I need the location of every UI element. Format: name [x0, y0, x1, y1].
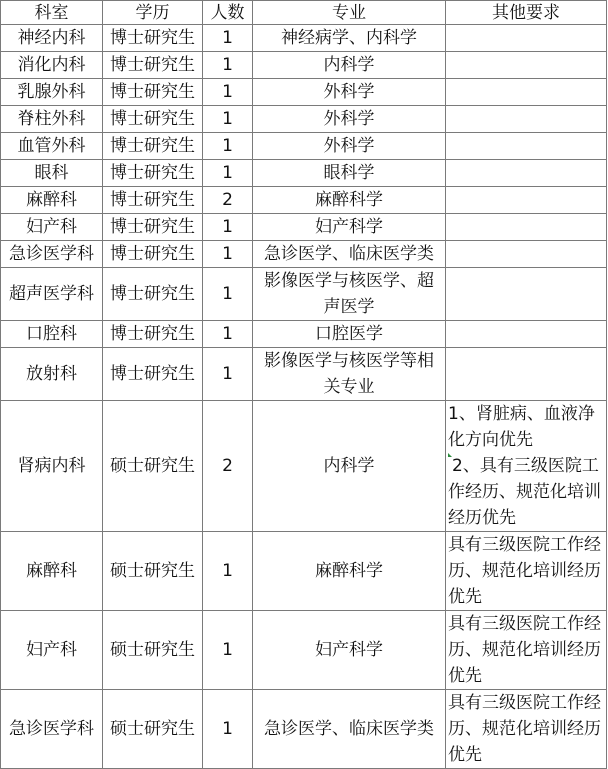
major-cell: 妇产科学	[253, 611, 446, 690]
table-row	[1, 611, 607, 690]
requirements-cell	[446, 241, 607, 268]
major-cell: 内科学	[253, 401, 446, 532]
requirements-cell	[446, 133, 607, 160]
requirement-item: 1、肾脏病、血液净化方向优先	[448, 404, 595, 450]
count-cell: 1	[203, 611, 253, 690]
table-row	[1, 268, 607, 321]
count-cell: 1	[203, 79, 253, 106]
dept-cell: 超声医学科	[1, 268, 103, 321]
degree-cell: 博士研究生	[103, 321, 203, 348]
requirements-cell	[446, 160, 607, 187]
table-row	[1, 160, 607, 187]
header-dept: 科室	[1, 1, 103, 25]
table-row	[1, 401, 607, 532]
count-cell: 1	[203, 133, 253, 160]
major-cell: 麻醉科学	[253, 532, 446, 611]
requirements-cell	[446, 532, 607, 611]
major-cell: 影像医学与核医学等相关专业	[253, 348, 446, 401]
count-cell: 1	[203, 52, 253, 79]
table-row	[1, 133, 607, 160]
dept-cell: 急诊医学科	[1, 690, 103, 769]
degree-cell: 博士研究生	[103, 133, 203, 160]
major-cell: 影像医学与核医学、超声医学	[253, 268, 446, 321]
dept-cell: 乳腺外科	[1, 79, 103, 106]
count-cell: 1	[203, 106, 253, 133]
major-cell: 内科学	[253, 52, 446, 79]
degree-cell: 博士研究生	[103, 52, 203, 79]
dept-cell: 急诊医学科	[1, 241, 103, 268]
header-degree: 学历	[103, 1, 203, 25]
dept-cell: 口腔科	[1, 321, 103, 348]
count-cell: 1	[203, 25, 253, 52]
requirements-cell	[446, 106, 607, 133]
table-row	[1, 348, 607, 401]
requirement-item: 2、具有三级医院工作经历、规范化培训经历优先	[448, 456, 601, 528]
major-cell: 麻醉科学	[253, 187, 446, 214]
degree-cell: 博士研究生	[103, 348, 203, 401]
requirement-item: 具有三级医院工作经历、规范化培训经历优先	[448, 614, 601, 686]
degree-cell: 硕士研究生	[103, 690, 203, 769]
table-row	[1, 532, 607, 611]
major-cell: 外科学	[253, 106, 446, 133]
table-row	[1, 79, 607, 106]
major-cell: 神经病学、内科学	[253, 25, 446, 52]
dept-cell: 放射科	[1, 348, 103, 401]
requirements-cell	[446, 611, 607, 690]
degree-cell: 硕士研究生	[103, 532, 203, 611]
dept-cell: 麻醉科	[1, 187, 103, 214]
degree-cell: 博士研究生	[103, 187, 203, 214]
dept-cell: 脊柱外科	[1, 106, 103, 133]
dept-cell: 消化内科	[1, 52, 103, 79]
requirements-cell	[446, 187, 607, 214]
count-cell: 2	[203, 401, 253, 532]
dept-cell: 血管外科	[1, 133, 103, 160]
major-cell: 外科学	[253, 133, 446, 160]
count-cell: 1	[203, 241, 253, 268]
header-major: 专业	[253, 1, 446, 25]
count-cell: 1	[203, 532, 253, 611]
table-row	[1, 52, 607, 79]
requirements-cell	[446, 214, 607, 241]
requirements-cell	[446, 348, 607, 401]
table-row	[1, 106, 607, 133]
dept-cell: 神经内科	[1, 25, 103, 52]
dept-cell: 妇产科	[1, 611, 103, 690]
count-cell: 1	[203, 348, 253, 401]
degree-cell: 硕士研究生	[103, 611, 203, 690]
requirements-cell	[446, 321, 607, 348]
table-row	[1, 690, 607, 769]
table-row	[1, 321, 607, 348]
requirements-cell	[446, 25, 607, 52]
count-cell: 1	[203, 160, 253, 187]
degree-cell: 博士研究生	[103, 79, 203, 106]
major-cell: 急诊医学、临床医学类	[253, 241, 446, 268]
major-cell: 妇产科学	[253, 214, 446, 241]
count-cell: 1	[203, 214, 253, 241]
major-cell: 口腔医学	[253, 321, 446, 348]
degree-cell: 硕士研究生	[103, 401, 203, 532]
count-cell: 1	[203, 690, 253, 769]
dept-cell: 麻醉科	[1, 532, 103, 611]
header-row	[1, 1, 607, 25]
count-cell: 1	[203, 321, 253, 348]
table-row	[1, 25, 607, 52]
dept-cell: 眼科	[1, 160, 103, 187]
requirements-cell	[446, 52, 607, 79]
requirement-item: 具有三级医院工作经历、规范化培训经历优先	[448, 535, 601, 607]
requirements-cell	[446, 690, 607, 769]
dept-cell: 肾病内科	[1, 401, 103, 532]
degree-cell: 博士研究生	[103, 106, 203, 133]
degree-cell: 博士研究生	[103, 25, 203, 52]
header-count: 人数	[203, 1, 253, 25]
major-cell: 眼科学	[253, 160, 446, 187]
dept-cell: 妇产科	[1, 214, 103, 241]
requirement-item: 具有三级医院工作经历、规范化培训经历优先	[448, 693, 601, 765]
major-cell: 急诊医学、临床医学类	[253, 690, 446, 769]
table-row	[1, 214, 607, 241]
degree-cell: 博士研究生	[103, 241, 203, 268]
header-requirements: 其他要求	[446, 1, 607, 25]
table-row	[1, 241, 607, 268]
degree-cell: 博士研究生	[103, 160, 203, 187]
major-cell: 外科学	[253, 79, 446, 106]
requirements-cell	[446, 79, 607, 106]
degree-cell: 博士研究生	[103, 268, 203, 321]
requirements-cell	[446, 401, 607, 532]
count-cell: 1	[203, 268, 253, 321]
degree-cell: 博士研究生	[103, 214, 203, 241]
table-row	[1, 187, 607, 214]
count-cell: 2	[203, 187, 253, 214]
requirements-cell	[446, 268, 607, 321]
